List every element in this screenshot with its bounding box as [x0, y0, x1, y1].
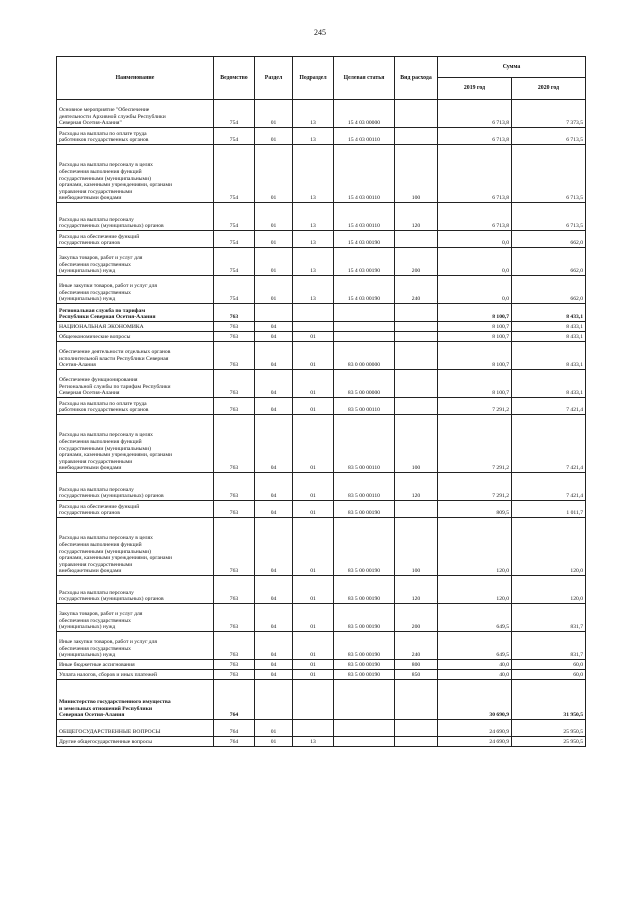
table-cell-exp-type: 850: [395, 670, 438, 680]
table-cell-section: 01: [255, 145, 293, 203]
table-cell-target: [334, 304, 395, 322]
table-cell-exp-type: 240: [395, 276, 438, 304]
table-row: [57, 660, 586, 670]
table-cell-name: Расходы на выплаты персоналу в целях обеспечения выполнения функций государственными (муниципальными) органами, казенными учреждениями, органами управления государственными внебюджетными фондами: [57, 518, 214, 576]
table-cell-dept: 763: [214, 518, 255, 576]
header-2020: 2020 год: [512, 78, 586, 100]
table-cell-2019: 40,0: [438, 670, 512, 680]
table-cell-2019: 24 690,9: [438, 720, 512, 737]
table-cell-target: 15 4 03 00110: [334, 145, 395, 203]
page-number: 245: [314, 28, 326, 37]
table-cell-2019: 40,0: [438, 660, 512, 670]
table-cell-target: 15 4 03 00190: [334, 276, 395, 304]
table-cell-2020: 60,0: [512, 670, 586, 680]
table-cell-exp-type: [395, 720, 438, 737]
table-cell-section: 04: [255, 576, 293, 604]
table-cell-2020: 1 011,7: [512, 501, 586, 518]
table-cell-target: 83 5 00 00190: [334, 632, 395, 660]
table-cell-section: 04: [255, 415, 293, 473]
table-cell-target: 83 5 00 00110: [334, 473, 395, 501]
table-cell-dept: 764: [214, 737, 255, 747]
table-cell-exp-type: [395, 737, 438, 747]
table-cell-exp-type: 100: [395, 415, 438, 473]
table-cell-2020: 6 713,5: [512, 145, 586, 203]
table-cell-2020: 662,0: [512, 231, 586, 248]
table-cell-section: 01: [255, 720, 293, 737]
table-cell-section: 04: [255, 670, 293, 680]
table-row: [57, 518, 586, 576]
table-cell-2020: 7 421,4: [512, 415, 586, 473]
table-cell-section: 04: [255, 322, 293, 332]
table-cell-2019: 120,0: [438, 518, 512, 576]
table-row: [57, 737, 586, 747]
table-cell-target: [334, 737, 395, 747]
table-body: [57, 100, 586, 747]
table-cell-section: 01: [255, 231, 293, 248]
table-cell-dept: 763: [214, 332, 255, 342]
table-cell-2020: 831,7: [512, 604, 586, 632]
table-cell-section: [255, 304, 293, 322]
table-cell-2019: 0,0: [438, 276, 512, 304]
table-row: [57, 720, 586, 737]
table-cell-target: 15 4 03 00110: [334, 203, 395, 231]
table-cell-subsection: 01: [293, 604, 334, 632]
table-cell-2019: 24 690,9: [438, 737, 512, 747]
table-cell-name: Иные закупки товаров, работ и услуг для обеспечения государственных (муниципальных) нужд: [57, 632, 214, 660]
table-cell-target: 15 4 03 00000: [334, 100, 395, 128]
table-cell-name: Региональная служба по тарифам Республики Северная Осетия-Алания: [57, 304, 214, 322]
table-cell-2020: 120,0: [512, 576, 586, 604]
table-cell-exp-type: 120: [395, 473, 438, 501]
table-cell-name: Другие общегосударственные вопросы: [57, 737, 214, 747]
table-cell-target: [334, 322, 395, 332]
table-row: [57, 473, 586, 501]
table-row: [57, 342, 586, 370]
table-cell-exp-type: [395, 342, 438, 370]
table-cell-subsection: 13: [293, 128, 334, 145]
table-cell-dept: 763: [214, 670, 255, 680]
table-cell-section: 01: [255, 100, 293, 128]
table-cell-exp-type: [395, 501, 438, 518]
table-cell-exp-type: 100: [395, 145, 438, 203]
table-cell-dept: 763: [214, 501, 255, 518]
header-section: Раздел: [255, 57, 293, 100]
table-cell-section: 04: [255, 398, 293, 415]
table-cell-dept: 754: [214, 248, 255, 276]
table-cell-exp-type: [395, 398, 438, 415]
table-cell-2020: 120,0: [512, 518, 586, 576]
table-row: [57, 128, 586, 145]
table-cell-2019: 649,5: [438, 632, 512, 660]
table-cell-name: Обеспечение деятельности отдельных органов исполнительной власти Республики Северная Осетия-Алания: [57, 342, 214, 370]
table-cell-name: Расходы на обеспечение функций государственных органов: [57, 501, 214, 518]
table-cell-name: Расходы на выплаты персоналу в целях обеспечения выполнения функций государственными (муниципальными) органами, казенными учреждениями, органами управления государственными внебюджетными фондами: [57, 415, 214, 473]
table-row: [57, 632, 586, 660]
header-target: Целевая статья: [334, 57, 395, 100]
table-cell-name: НАЦИОНАЛЬНАЯ ЭКОНОМИКА: [57, 322, 214, 332]
table-cell-target: 83 5 00 00190: [334, 670, 395, 680]
table-cell-2019: 120,0: [438, 576, 512, 604]
table-cell-section: 04: [255, 473, 293, 501]
table-cell-exp-type: [395, 370, 438, 398]
table-cell-section: 01: [255, 203, 293, 231]
table-cell-target: 15 4 03 00110: [334, 128, 395, 145]
table-cell-name: Расходы на обеспечение функций государственных органов: [57, 231, 214, 248]
table-cell-section: 01: [255, 128, 293, 145]
table-cell-exp-type: [395, 680, 438, 720]
table-cell-name: Уплата налогов, сборов и иных платежей: [57, 670, 214, 680]
table-cell-2020: 831,7: [512, 632, 586, 660]
table-cell-dept: 764: [214, 720, 255, 737]
table-cell-exp-type: 120: [395, 203, 438, 231]
table-cell-2019: 6 713,8: [438, 145, 512, 203]
table-cell-name: Обеспечение функционирования Региональной службы по тарифам Республики Северная Осетия-Алания: [57, 370, 214, 398]
table-cell-name: Основное мероприятие "Обеспечение деятельности Архивной службы Республики Северная Осетия-Алания": [57, 100, 214, 128]
table-cell-name: Расходы на выплаты персоналу государственных (муниципальных) органов: [57, 203, 214, 231]
table-cell-section: 04: [255, 342, 293, 370]
table-cell-dept: 763: [214, 632, 255, 660]
table-cell-subsection: 01: [293, 370, 334, 398]
table-cell-name: Расходы на выплаты персоналу в целях обеспечения выполнения функций государственными (муниципальными) органами, казенными учреждениями, органами управления государственными внебюджетными фондами: [57, 145, 214, 203]
table-cell-2019: 30 690,9: [438, 680, 512, 720]
table-cell-section: 01: [255, 248, 293, 276]
table-cell-subsection: 01: [293, 501, 334, 518]
table-cell-subsection: [293, 304, 334, 322]
table-cell-dept: 754: [214, 231, 255, 248]
table-cell-2019: 809,5: [438, 501, 512, 518]
table-cell-subsection: 01: [293, 473, 334, 501]
table-cell-dept: 763: [214, 342, 255, 370]
table-cell-section: 04: [255, 660, 293, 670]
table-cell-name: Иные закупки товаров, работ и услуг для обеспечения государственных (муниципальных) нужд: [57, 276, 214, 304]
table-cell-dept: 754: [214, 128, 255, 145]
table-cell-subsection: [293, 680, 334, 720]
table-cell-2020: 6 713,5: [512, 128, 586, 145]
table-cell-2019: 0,0: [438, 231, 512, 248]
table-cell-target: 83 5 00 00190: [334, 501, 395, 518]
table-cell-2019: 6 713,8: [438, 100, 512, 128]
table-cell-2019: 7 291,2: [438, 473, 512, 501]
table-cell-name: Расходы на выплаты персоналу государственных (муниципальных) органов: [57, 473, 214, 501]
table-cell-exp-type: [395, 332, 438, 342]
table-cell-subsection: 01: [293, 332, 334, 342]
table-row: [57, 398, 586, 415]
table-cell-dept: 754: [214, 276, 255, 304]
table-cell-name: Расходы на выплаты персоналу государственных (муниципальных) органов: [57, 576, 214, 604]
table-cell-2019: 8 100,7: [438, 304, 512, 322]
table-cell-subsection: 01: [293, 632, 334, 660]
table-cell-dept: 763: [214, 304, 255, 322]
table-cell-2020: 7 421,4: [512, 473, 586, 501]
header-sum: Сумма: [438, 57, 586, 78]
table-row: [57, 145, 586, 203]
table-cell-target: 83 5 00 00110: [334, 415, 395, 473]
table-cell-target: 83 5 00 00190: [334, 604, 395, 632]
table-cell-2019: 8 100,7: [438, 342, 512, 370]
table-row: [57, 231, 586, 248]
table-row: [57, 322, 586, 332]
table-cell-target: 83 5 00 00110: [334, 398, 395, 415]
table-cell-subsection: 13: [293, 737, 334, 747]
table-cell-2020: 25 950,5: [512, 720, 586, 737]
header-2019: 2019 год: [438, 78, 512, 100]
header-name: Наименование: [57, 57, 214, 100]
table-cell-dept: 754: [214, 100, 255, 128]
table-row: [57, 670, 586, 680]
table-cell-subsection: 01: [293, 518, 334, 576]
table-cell-exp-type: [395, 100, 438, 128]
table-cell-2020: 7 421,4: [512, 398, 586, 415]
table-cell-name: Министерство государственного имущества и земельных отношений Республики Северная Осетия-Алания: [57, 680, 214, 720]
table-cell-subsection: 01: [293, 670, 334, 680]
table-cell-subsection: 13: [293, 100, 334, 128]
table-cell-section: 04: [255, 332, 293, 342]
table-cell-section: 04: [255, 518, 293, 576]
table-cell-2019: 7 291,2: [438, 415, 512, 473]
table-cell-subsection: 01: [293, 398, 334, 415]
table-cell-name: Расходы на выплаты по оплате труда работников государственных органов: [57, 398, 214, 415]
table-cell-target: [334, 332, 395, 342]
table-cell-exp-type: 120: [395, 576, 438, 604]
table-cell-section: 01: [255, 737, 293, 747]
table-cell-2019: 6 713,8: [438, 203, 512, 231]
table-cell-section: 04: [255, 604, 293, 632]
table-cell-subsection: 01: [293, 342, 334, 370]
table-row: [57, 203, 586, 231]
table-cell-subsection: 13: [293, 231, 334, 248]
table-cell-target: 15 4 03 00190: [334, 231, 395, 248]
table-cell-dept: 763: [214, 415, 255, 473]
table-cell-name: Закупка товаров, работ и услуг для обеспечения государственных (муниципальных) нужд: [57, 604, 214, 632]
table-cell-section: [255, 680, 293, 720]
table-cell-2019: 0,0: [438, 248, 512, 276]
table-cell-target: 83 0 00 00000: [334, 342, 395, 370]
table-cell-exp-type: [395, 128, 438, 145]
table-cell-dept: 763: [214, 576, 255, 604]
table-cell-subsection: 01: [293, 660, 334, 670]
table-cell-subsection: 13: [293, 248, 334, 276]
table-cell-exp-type: 200: [395, 248, 438, 276]
table-cell-2020: 8 433,1: [512, 370, 586, 398]
table-cell-dept: 763: [214, 604, 255, 632]
table-cell-exp-type: 200: [395, 604, 438, 632]
table-row: [57, 604, 586, 632]
table-cell-name: Общеэкономические вопросы: [57, 332, 214, 342]
table-cell-dept: 754: [214, 203, 255, 231]
table-row: [57, 100, 586, 128]
table-row: [57, 332, 586, 342]
table-row: [57, 501, 586, 518]
table-cell-dept: 763: [214, 473, 255, 501]
table-cell-2019: 8 100,7: [438, 370, 512, 398]
table-cell-exp-type: [395, 322, 438, 332]
table-cell-subsection: [293, 322, 334, 332]
table-cell-2020: 8 433,1: [512, 332, 586, 342]
table-cell-exp-type: 100: [395, 518, 438, 576]
table-cell-exp-type: 800: [395, 660, 438, 670]
table-cell-2020: 8 433,1: [512, 342, 586, 370]
table-cell-2019: 8 100,7: [438, 322, 512, 332]
table-cell-2020: 7 373,5: [512, 100, 586, 128]
table-cell-2020: 8 433,1: [512, 322, 586, 332]
budget-table: [56, 56, 586, 747]
table-cell-subsection: 01: [293, 415, 334, 473]
table-cell-dept: 763: [214, 398, 255, 415]
table-cell-section: 04: [255, 632, 293, 660]
table-row: [57, 680, 586, 720]
table-cell-2020: 662,0: [512, 248, 586, 276]
table-cell-dept: 754: [214, 145, 255, 203]
table-cell-dept: 763: [214, 370, 255, 398]
table-cell-section: 04: [255, 501, 293, 518]
table-cell-subsection: 13: [293, 203, 334, 231]
table-cell-name: ОБЩЕГОСУДАРСТВЕННЫЕ ВОПРОСЫ: [57, 720, 214, 737]
table-cell-target: 83 5 00 00190: [334, 660, 395, 670]
table-cell-target: [334, 720, 395, 737]
table-cell-2020: 6 713,5: [512, 203, 586, 231]
table-row: [57, 576, 586, 604]
table-cell-2019: 6 713,8: [438, 128, 512, 145]
table-cell-subsection: 13: [293, 145, 334, 203]
table-cell-exp-type: [395, 231, 438, 248]
table-cell-subsection: 01: [293, 576, 334, 604]
table-cell-target: 83 5 00 00000: [334, 370, 395, 398]
table-row: [57, 415, 586, 473]
table-cell-2020: 662,0: [512, 276, 586, 304]
table-cell-name: Иные бюджетные ассигнования: [57, 660, 214, 670]
table-cell-2020: 31 950,5: [512, 680, 586, 720]
table-cell-dept: 763: [214, 660, 255, 670]
table-row: [57, 276, 586, 304]
table-cell-2019: 7 291,2: [438, 398, 512, 415]
table-cell-dept: 763: [214, 322, 255, 332]
table-cell-exp-type: [395, 304, 438, 322]
table-cell-target: [334, 680, 395, 720]
table-cell-subsection: [293, 720, 334, 737]
table-cell-2020: 8 433,1: [512, 304, 586, 322]
table-cell-target: 83 5 00 00190: [334, 576, 395, 604]
header-subsection: Подраздел: [293, 57, 334, 100]
header-dept: Ведомство: [214, 57, 255, 100]
table-cell-2019: 8 100,7: [438, 332, 512, 342]
table-cell-subsection: 13: [293, 276, 334, 304]
table-cell-section: 04: [255, 370, 293, 398]
table-cell-target: 15 4 03 00190: [334, 248, 395, 276]
table-cell-name: Расходы на выплаты по оплате труда работников государственных органов: [57, 128, 214, 145]
table-cell-dept: 764: [214, 680, 255, 720]
header-exp-type: Вид расхода: [395, 57, 438, 100]
table-row: [57, 370, 586, 398]
table-cell-2019: 649,5: [438, 604, 512, 632]
table-cell-name: Закупка товаров, работ и услуг для обеспечения государственных (муниципальных) нужд: [57, 248, 214, 276]
table-cell-2020: 25 950,5: [512, 737, 586, 747]
table-cell-section: 01: [255, 276, 293, 304]
table-row: [57, 248, 586, 276]
table-cell-target: 83 5 00 00190: [334, 518, 395, 576]
table-cell-2020: 60,0: [512, 660, 586, 670]
table-cell-exp-type: 240: [395, 632, 438, 660]
table-row: [57, 304, 586, 322]
